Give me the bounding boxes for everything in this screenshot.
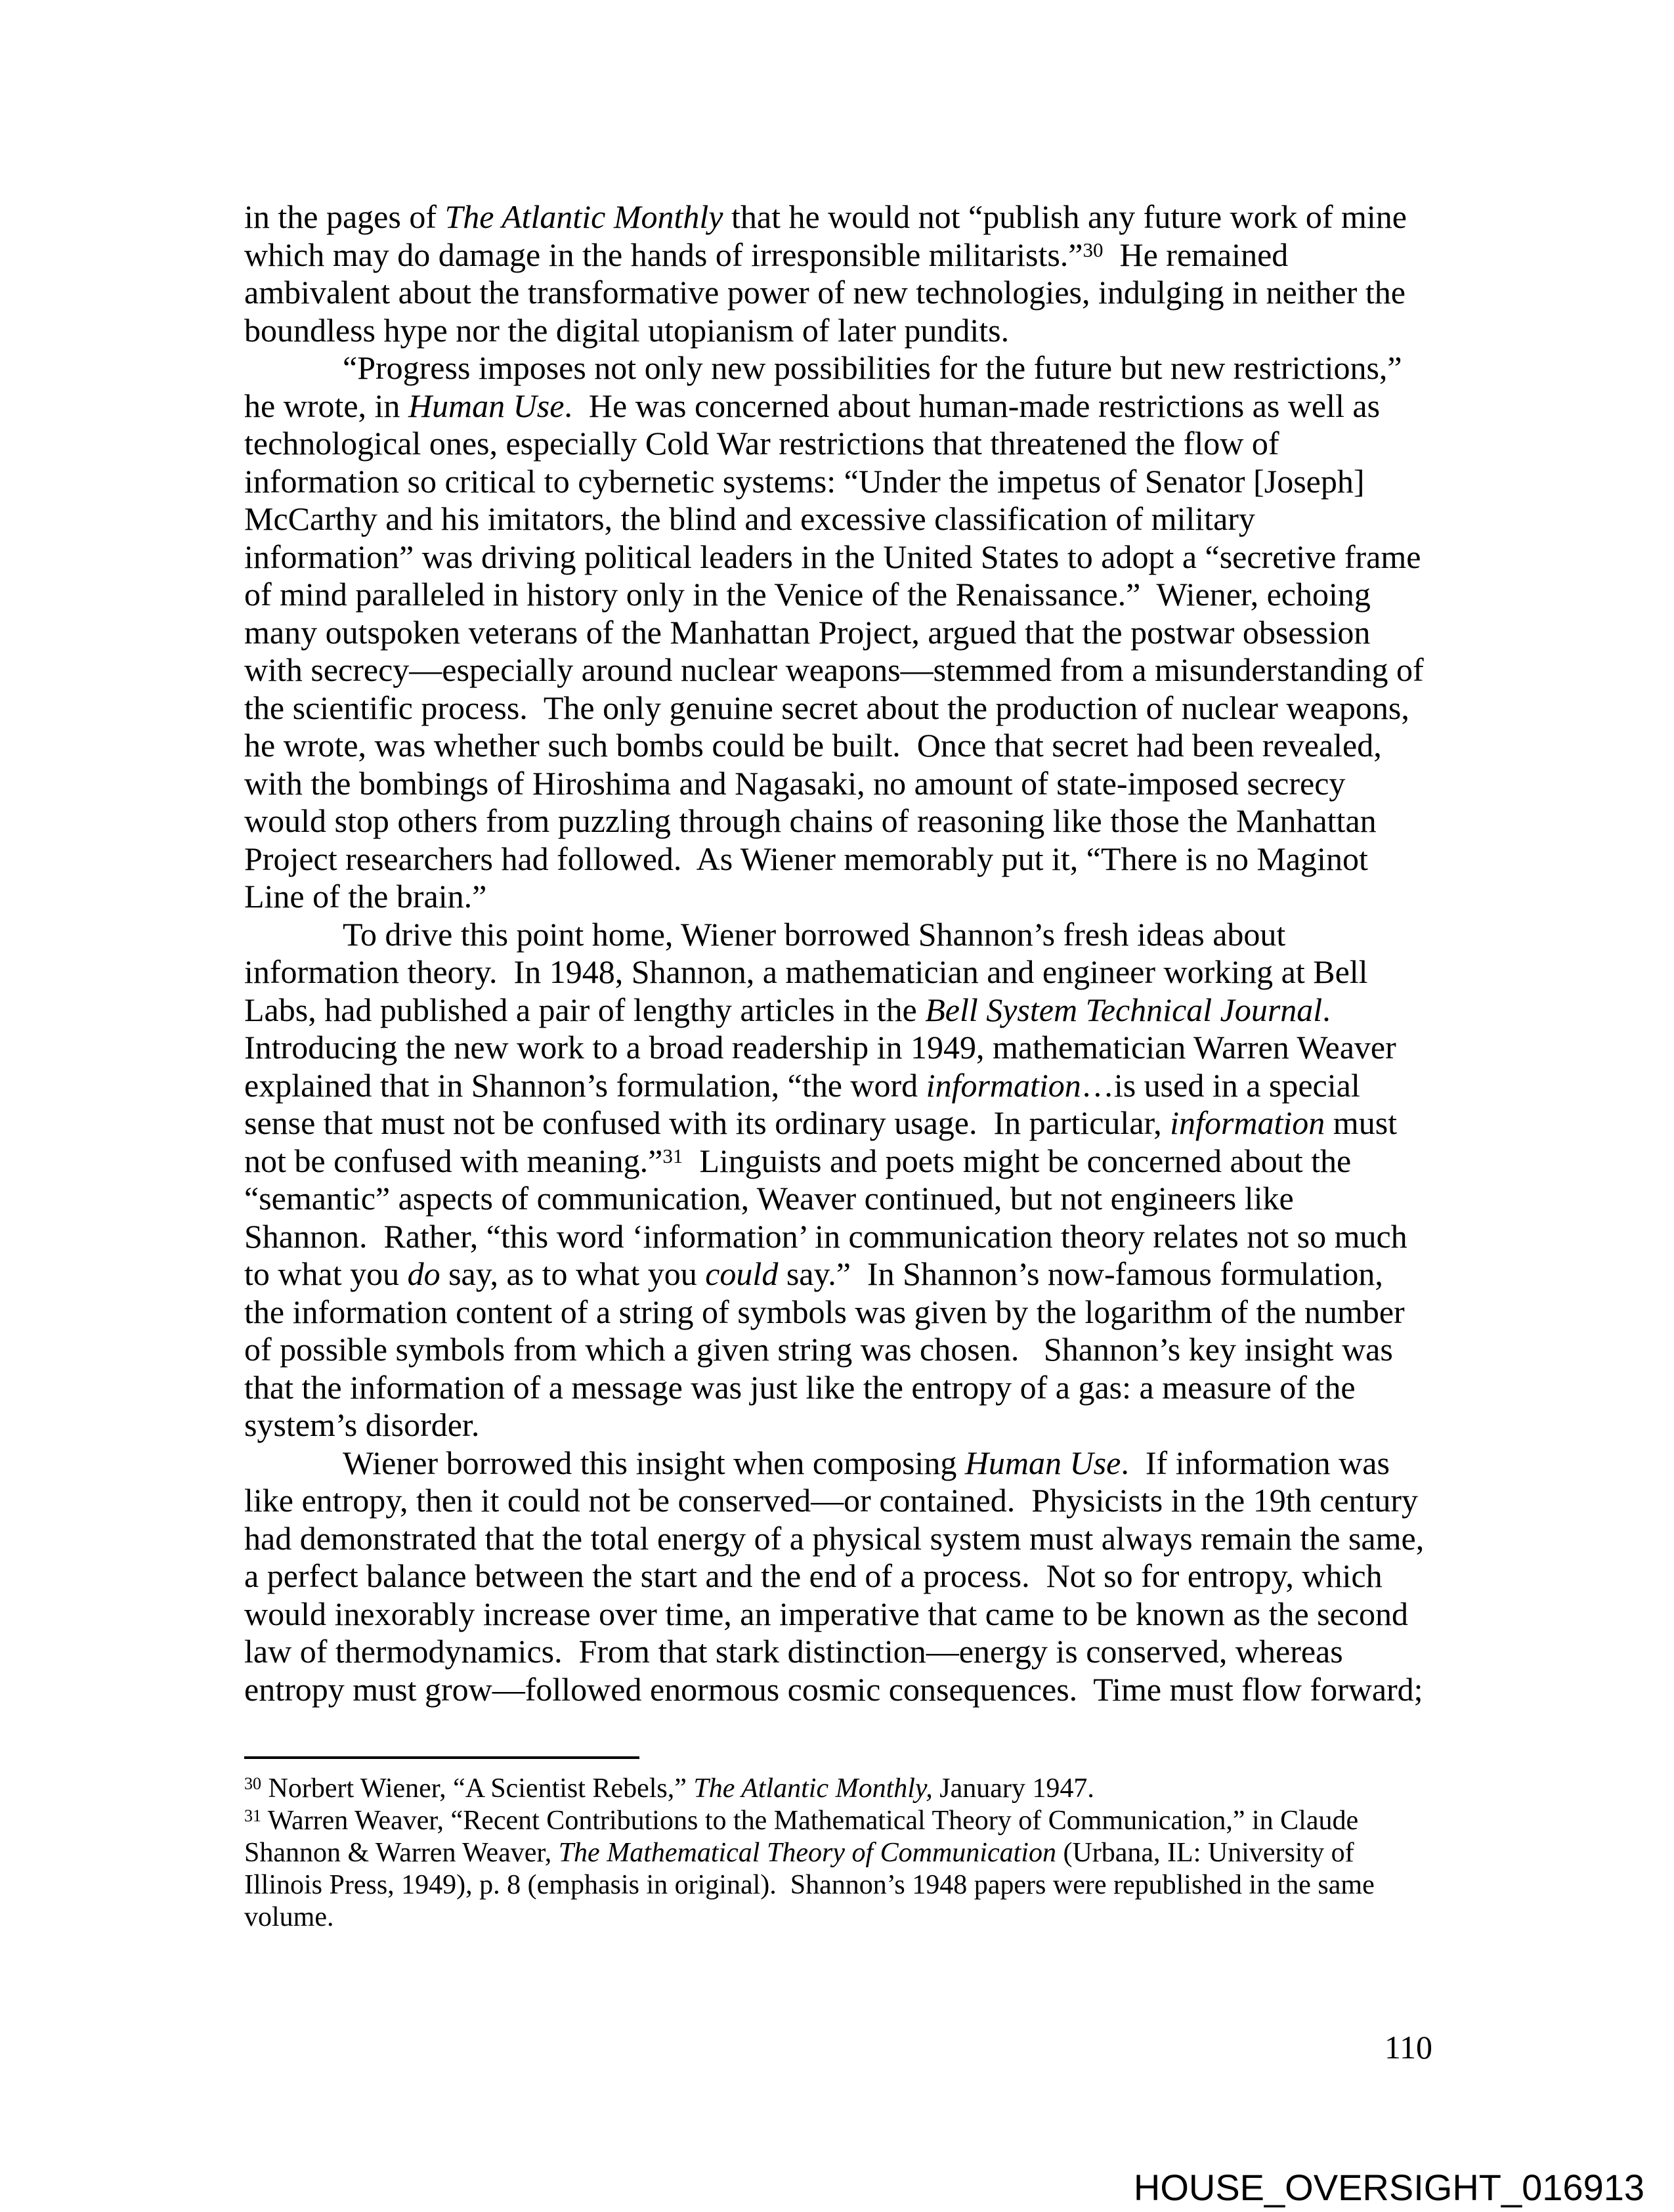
- text-line: ambivalent about the transformative power of new technologies, indulging in neither the: [244, 274, 1406, 311]
- text-line: To drive this point home, Wiener borrowed Shannon’s fresh ideas about: [343, 915, 1286, 953]
- text-line: information theory. In 1948, Shannon, a mathematician and engineer working at Bell: [244, 953, 1368, 990]
- text-line: boundless hype nor the digital utopianism of later pundits.: [244, 311, 1010, 349]
- text-line: Shannon. Rather, “this word ‘information’ in communication theory relates not so much: [244, 1217, 1407, 1255]
- text-line: information” was driving political leaders in the United States to adopt a “secretive frame: [244, 538, 1421, 575]
- text-line: $^{30}$ Norbert Wiener, “A Scientist Rebels,” The Atlantic Monthly, January 1947.: [244, 1773, 1094, 1804]
- italic-text: information: [926, 1066, 1081, 1104]
- body-text: [244, 198, 1436, 1708]
- text-line: volume.: [244, 1902, 334, 1932]
- text-line: sense that must not be confused with its ordinary usage. In particular, information must: [244, 1104, 1398, 1141]
- text-line: Shannon & Warren Weaver, The Mathematical Theory of Communication (Urbana, IL: University of: [244, 1838, 1354, 1868]
- text-line: technological ones, especially Cold War restrictions that threatened the flow of: [244, 425, 1279, 462]
- text-line: which may do damage in the hands of irresponsible militarists.”$^{30}$ He remained: [244, 236, 1289, 273]
- italic-text: information: [1170, 1104, 1325, 1141]
- italic-text: do: [407, 1255, 440, 1292]
- italic-text: could: [705, 1255, 779, 1292]
- text-line: the information content of a string of symbols was given by the logarithm of the number: [244, 1293, 1405, 1330]
- text-line: with secrecy—especially around nuclear weapons—stemmed from a misunderstanding of: [244, 651, 1424, 688]
- text-line: not be confused with meaning.”$^{31}$ Linguists and poets might be concerned about the: [244, 1142, 1352, 1179]
- footnote-marker: 30: [1083, 238, 1104, 261]
- text-line: “semantic” aspects of communication, Weaver continued, but not engineers like: [244, 1180, 1294, 1217]
- italic-text: Human Use: [964, 1444, 1121, 1481]
- text-line: “Progress imposes not only new possibilities for the future but new restrictions,”: [343, 349, 1402, 386]
- footnote-separator-rule: [244, 1756, 639, 1759]
- text-line: McCarthy and his imitators, the blind and excessive classification of military: [244, 500, 1255, 537]
- italic-text: The Atlantic Monthly,: [693, 1773, 933, 1804]
- text-line: would stop others from puzzling through chains of reasoning like those the Manhattan: [244, 802, 1377, 839]
- text-line: $^{31}$ Warren Weaver, “Recent Contributions to the Mathematical Theory of Communication,” in Claude: [244, 1806, 1359, 1836]
- text-line: that the information of a message was just like the entropy of a gas: a measure of the: [244, 1368, 1356, 1406]
- text-line: Wiener borrowed this insight when composing Human Use. If information was: [343, 1444, 1390, 1481]
- italic-text: Bell System Technical Journal: [925, 991, 1323, 1028]
- text-line: entropy must grow—followed enormous cosmic consequences. Time must flow forward;: [244, 1670, 1423, 1708]
- italic-text: The Atlantic Monthly: [444, 198, 723, 235]
- text-line: explained that in Shannon’s formulation, “the word information…is used in a special: [244, 1066, 1360, 1104]
- footnote-marker: 31: [662, 1144, 683, 1167]
- italic-text: The Mathematical Theory of Communication: [558, 1838, 1056, 1868]
- text-line: Illinois Press, 1949), p. 8 (emphasis in original). Shannon’s 1948 papers were republished in the same: [244, 1870, 1375, 1900]
- text-line: had demonstrated that the total energy of a physical system must always remain the same,: [244, 1519, 1425, 1557]
- text-line: of mind paralleled in history only in the Venice of the Renaissance.” Wiener, echoing: [244, 576, 1371, 613]
- text-line: he wrote, was whether such bombs could be built. Once that secret had been revealed,: [244, 727, 1382, 764]
- text-line: of possible symbols from which a given string was chosen. Shannon’s key insight was: [244, 1331, 1393, 1368]
- text-line: to what you do say, as to what you could say.” In Shannon’s now-famous formulation,: [244, 1255, 1383, 1292]
- text-line: Line of the brain.”: [244, 878, 487, 915]
- text-line: Project researchers had followed. As Wiener memorably put it, “There is no Maginot: [244, 840, 1368, 877]
- text-line: system’s disorder.: [244, 1406, 480, 1443]
- text-line: law of thermodynamics. From that stark distinction—energy is conserved, whereas: [244, 1633, 1343, 1670]
- footnote-marker: 30: [244, 1774, 262, 1794]
- text-line: a perfect balance between the start and the end of a process. Not so for entropy, which: [244, 1557, 1383, 1594]
- footnotes-section: [244, 1773, 1436, 1934]
- text-line: like entropy, then it could not be conserved—or contained. Physicists in the 19th century: [244, 1482, 1419, 1519]
- italic-text: Human Use: [408, 387, 565, 424]
- text-line: Introducing the new work to a broad readership in 1949, mathematician Warren Weaver: [244, 1029, 1396, 1066]
- text-line: he wrote, in Human Use. He was concerned about human-made restrictions as well as: [244, 387, 1381, 424]
- text-line: the scientific process. The only genuine secret about the production of nuclear weapons,: [244, 689, 1409, 726]
- text-line: in the pages of The Atlantic Monthly that he would not “publish any future work of mine: [244, 198, 1407, 235]
- text-line: information so critical to cybernetic systems: “Under the impetus of Senator [Joseph]: [244, 462, 1365, 500]
- page-number: 110: [1384, 2029, 1432, 2066]
- text-line: would inexorably increase over time, an imperative that came to be known as the second: [244, 1595, 1408, 1632]
- text-line: many outspoken veterans of the Manhattan Project, argued that the postwar obsession: [244, 613, 1371, 651]
- bates-stamp: HOUSE_OVERSIGHT_016913: [1133, 2167, 1644, 2208]
- text-line: Labs, had published a pair of lengthy articles in the Bell System Technical Journal.: [244, 991, 1331, 1028]
- footnote-marker: 31: [244, 1806, 262, 1826]
- text-line: with the bombings of Hiroshima and Nagasaki, no amount of state-imposed secrecy: [244, 764, 1346, 802]
